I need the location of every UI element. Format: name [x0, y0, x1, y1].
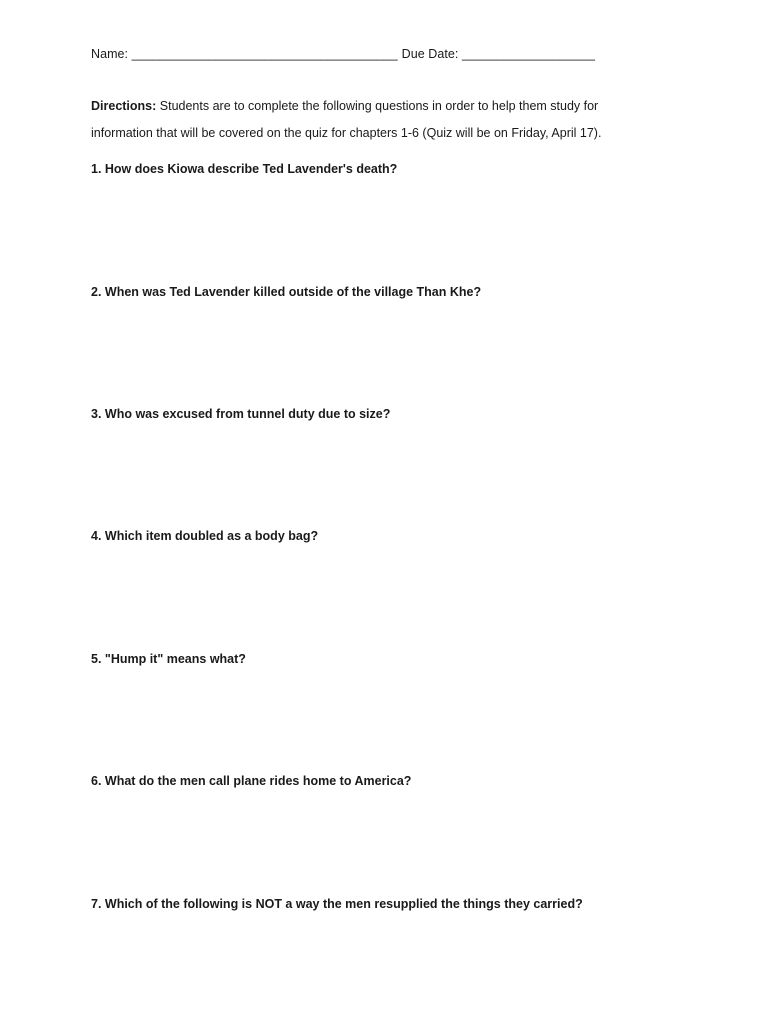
directions-text-1: Students are to complete the following questions in order to help them study for	[156, 99, 599, 113]
name-blank: ______________________________________	[131, 47, 398, 61]
directions-line-2: information that will be covered on the quiz for chapters 1-6 (Quiz will be on Friday, April 17).	[91, 126, 602, 140]
name-label: Name:	[91, 47, 132, 61]
directions-line-1	[91, 93, 691, 120]
question-4: 4. Which item doubled as a body bag?	[91, 529, 319, 543]
directions-label: Directions:	[91, 99, 157, 113]
question-3: 3. Who was excused from tunnel duty due to size?	[91, 407, 391, 421]
directions	[91, 93, 691, 147]
question-2: 2. When was Ted Lavender killed outside of the village Than Khe?	[91, 285, 482, 299]
question-1: 1. How does Kiowa describe Ted Lavender's death?	[91, 162, 398, 176]
question-6: 6. What do the men call plane rides home to America?	[91, 774, 412, 788]
header-line	[91, 47, 595, 61]
question-5: 5. "Hump it" means what?	[91, 652, 246, 666]
due-date-label: Due Date:	[401, 47, 462, 61]
due-date-blank: ___________________	[461, 47, 595, 61]
question-7: 7. Which of the following is NOT a way the men resupplied the things they carried?	[91, 897, 583, 911]
